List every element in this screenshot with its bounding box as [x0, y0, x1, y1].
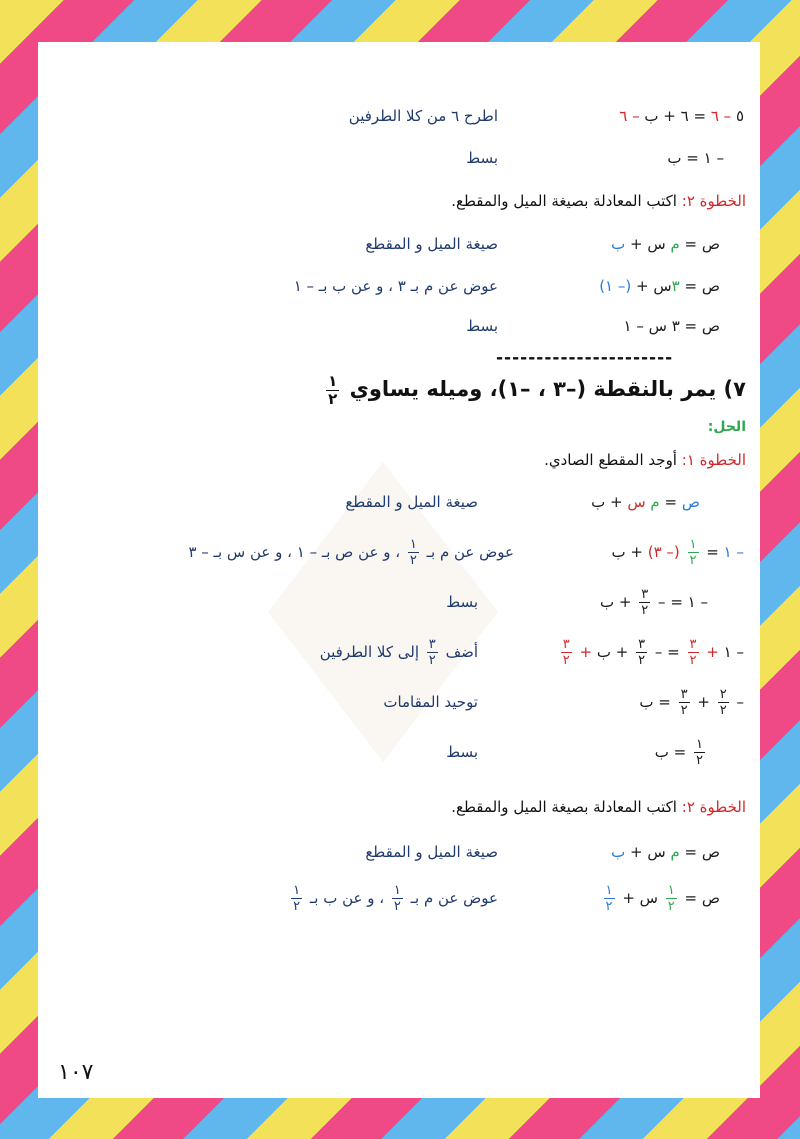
step-row	[38, 732, 760, 772]
equation: $\frac{١}{٢}$ = ب	[654, 737, 703, 768]
fraction: $\frac{٣}{٢}$	[689, 637, 697, 668]
fraction: $\frac{٣}{٢}$	[680, 687, 688, 718]
fraction: $\frac{٣}{٢}$	[638, 637, 646, 668]
equation: ص = ٣ س – ١	[623, 317, 720, 335]
step-row	[38, 532, 760, 572]
equation: – $\frac{٢}{٢}$ + $\frac{٣}{٢}$ = ب	[639, 687, 744, 718]
step-row	[38, 878, 760, 918]
equation: – ١ = $\frac{١}{٢}$ (– ٣) + ب	[611, 537, 744, 568]
equation: ص = $\frac{١}{٢}$ س + $\frac{١}{٢}$	[605, 883, 720, 914]
step-row	[38, 582, 760, 622]
equation: ص = م س + ب	[591, 493, 700, 511]
page-number: ١٠٧	[58, 1060, 94, 1085]
equation: – ١ = – $\frac{٣}{٢}$ + ب	[600, 587, 708, 618]
fraction: $\frac{١}{٢}$	[689, 537, 697, 568]
step-heading: الخطوة ٢: اكتب المعادلة بصيغة الميل والمقطع.	[451, 798, 746, 816]
step-note: صيغة الميل و المقطع	[345, 493, 478, 511]
step-note: بسط	[446, 593, 478, 611]
equation: ٥ – ٦ = ٦ + ب – ٦	[619, 107, 744, 125]
fraction: $\frac{١}{٢}$	[328, 371, 338, 408]
step-note: عوض عن م بـ $\frac{١}{٢}$ ، و عن ص بـ – ١ ، و عن س بـ – ٣	[188, 537, 514, 568]
step-row	[38, 632, 760, 672]
step-row	[38, 482, 760, 522]
fraction: $\frac{١}{٢}$	[667, 883, 675, 914]
fraction: $\frac{٣}{٢}$	[428, 637, 436, 668]
equation: ص = م س + ب	[611, 843, 720, 861]
fraction: $\frac{١}{٢}$	[393, 883, 401, 914]
step-note: بسط	[446, 743, 478, 761]
step-note: أضف $\frac{٣}{٢}$ إلى كلا الطرفين	[319, 637, 478, 668]
step-row	[38, 682, 760, 722]
section-divider: ----------------------	[496, 348, 674, 368]
page-sheet	[38, 42, 760, 1098]
step-row	[38, 138, 760, 178]
equation: ص = م س + ب	[611, 235, 720, 253]
step-note: صيغة الميل و المقطع	[365, 843, 498, 861]
equation: – ١ + $\frac{٣}{٢}$ = – $\frac{٣}{٢}$ + ب + $\frac{٣}{٢}$	[562, 637, 744, 668]
problem-statement: ٧) يمر بالنقطة (–٣ ، –١)، وميله يساوي $\frac{١}{٢}$	[328, 371, 746, 408]
step-row	[38, 266, 760, 306]
fraction: $\frac{٢}{٢}$	[719, 687, 727, 718]
fraction: $\frac{٣}{٢}$	[562, 637, 570, 668]
step-row	[38, 96, 760, 136]
fraction: $\frac{٣}{٢}$	[641, 587, 649, 618]
step-row	[38, 306, 760, 346]
step-note: عوض عن م بـ ٣ ، و عن ب بـ – ١	[293, 277, 498, 295]
fraction: $\frac{١}{٢}$	[409, 537, 417, 568]
fraction: $\frac{١}{٢}$	[696, 737, 703, 768]
step-note: بسط	[466, 149, 498, 167]
step-note: اطرح ٦ من كلا الطرفين	[348, 107, 498, 125]
step-note: عوض عن م بـ $\frac{١}{٢}$ ، و عن ب بـ $\frac{١}{٢}$	[293, 883, 498, 914]
step-row	[38, 832, 760, 872]
step-heading: الخطوة ١: أوجد المقطع الصادي.	[544, 451, 746, 469]
step-heading: الخطوة ٢: اكتب المعادلة بصيغة الميل والمقطع.	[451, 192, 746, 210]
fraction: $\frac{١}{٢}$	[293, 883, 301, 914]
step-note: صيغة الميل و المقطع	[365, 235, 498, 253]
equation: – ١ = ب	[667, 149, 724, 167]
fraction: $\frac{١}{٢}$	[605, 883, 613, 914]
step-note: توحيد المقامات	[383, 693, 478, 711]
equation: ص = ٣س + (– ١)	[599, 277, 720, 295]
solution-label: الحل:	[707, 419, 746, 435]
step-note: بسط	[466, 317, 498, 335]
step-row	[38, 224, 760, 264]
